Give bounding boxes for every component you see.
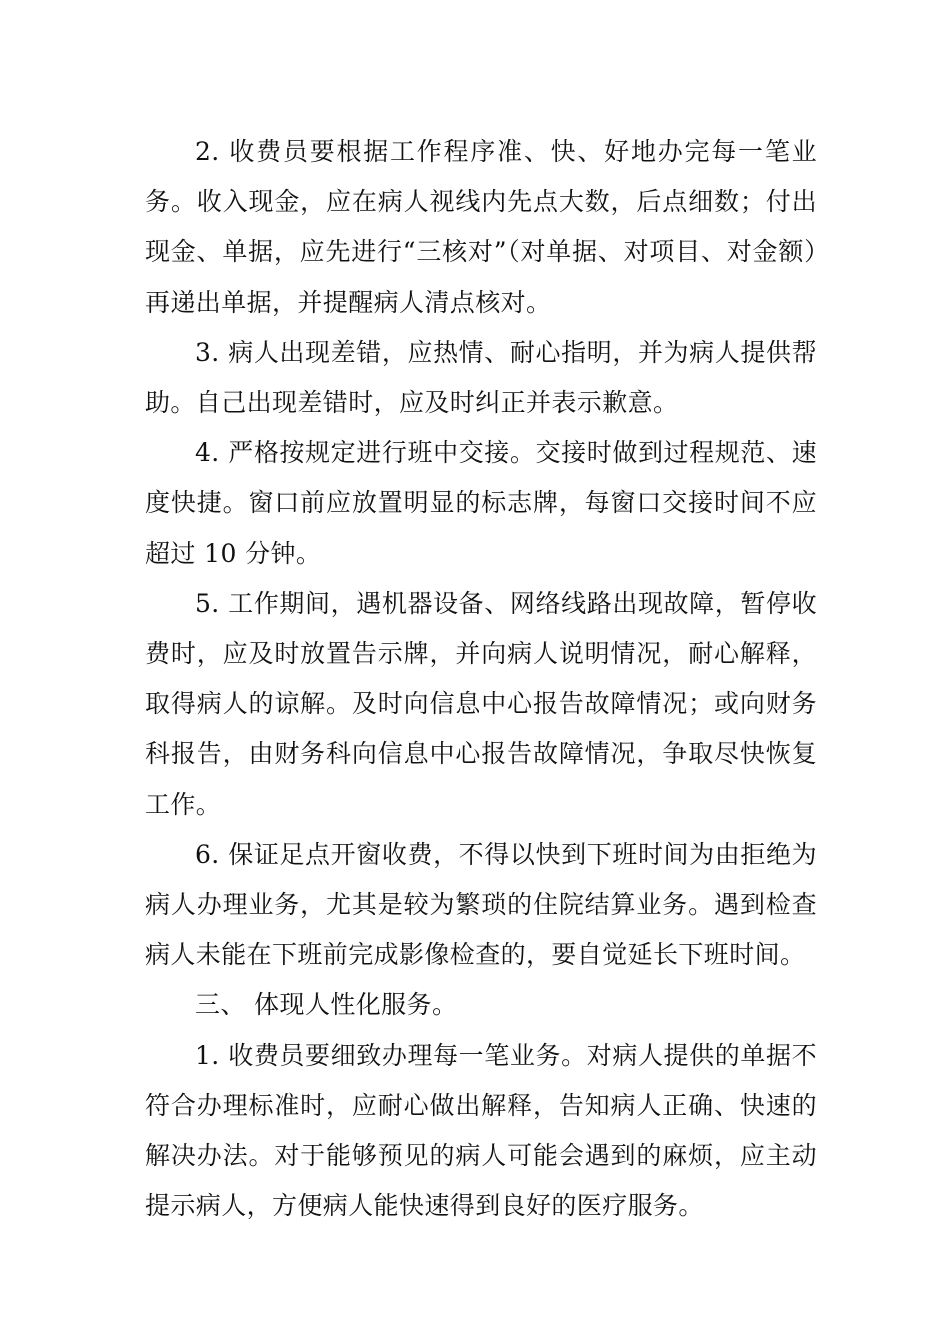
- paragraph-item-4: 4. 严格按规定进行班中交接。交接时做到过程规范、速度快捷。窗口前应放置明显的标志牌，每窗口交接时间不应超过 10 分钟。: [145, 438, 817, 568]
- paragraph-item-5: 5. 工作期间，遇机器设备、网络线路出现故障，暂停收费时，应及时放置告示牌，并向病人说明情况，耐心解释，取得病人的谅解。及时向信息中心报告故障情况；或向财务科报告，由财务科向信息中心报告故障情况，争取尽快恢复工作。: [145, 588, 817, 819]
- paragraph-item-1: 1. 收费员要细致办理每一笔业务。对病人提供的单据不符合办理标准时，应耐心做出解释，告知病人正确、快速的解决办法。对于能够预见的病人可能会遇到的麻烦，应主动提示病人，方便病人能快速得到良好的医疗服务。: [145, 1040, 817, 1221]
- document-body: [145, 127, 817, 1231]
- paragraph-item-6: 6. 保证足点开窗收费，不得以快到下班时间为由拒绝为病人办理业务，尤其是较为繁琐的住院结算业务。遇到检查病人未能在下班前完成影像检查的，要自觉延长下班时间。: [145, 839, 817, 970]
- section-heading-3: 三、 体现人性化服务。: [195, 990, 458, 1020]
- paragraph-item-2: 2. 收费员要根据工作程序准、快、好地办完每一笔业务。收入现金，应在病人视线内先点大数，后点细数；付出现金、单据，应先进行“三核对”（对单据、对项目、对金额）再递出单据，并提醒病人清点核对。: [145, 137, 817, 317]
- paragraph-item-3: 3. 病人出现差错，应热情、耐心指明，并为病人提供帮助。自己出现差错时，应及时纠正并表示歉意。: [145, 337, 817, 418]
